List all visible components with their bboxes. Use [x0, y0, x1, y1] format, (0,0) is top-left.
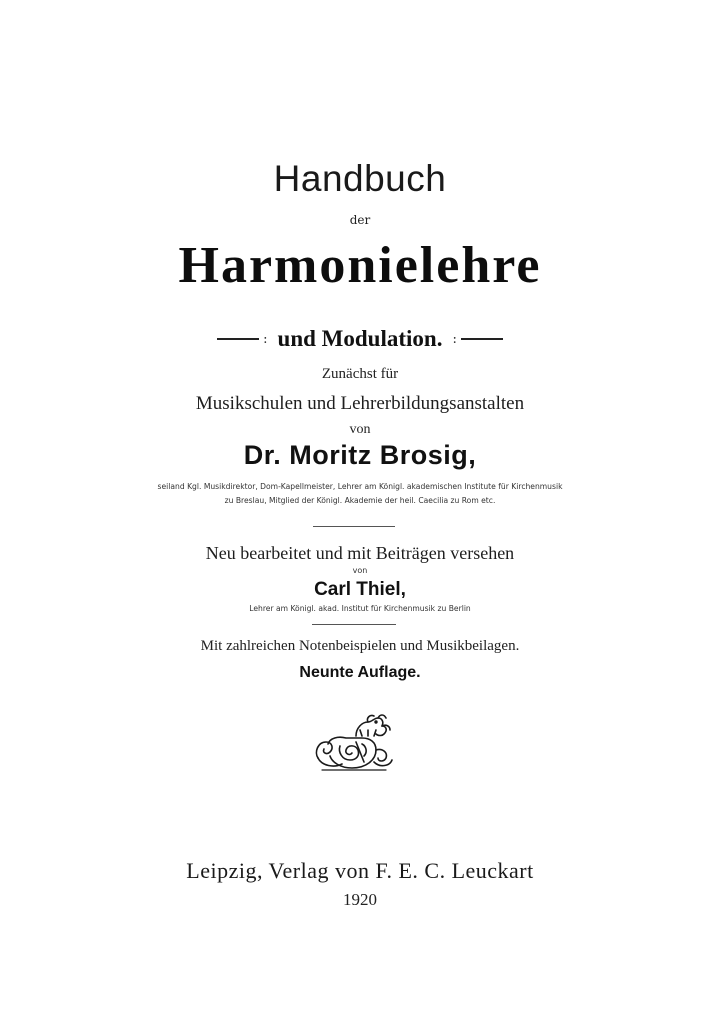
- von-editor: von: [352, 566, 368, 575]
- examples-note: Mit zahlreichen Notenbeispielen und Musikbeilagen.: [200, 638, 520, 654]
- divider-rule: [312, 624, 396, 625]
- author-description-line2: zu Breslau, Mitglied der Königl. Akademie der heil. Caecilia zu Rom etc.: [224, 496, 496, 505]
- title-handbuch: Handbuch: [273, 158, 447, 199]
- publication-year: 1920: [343, 890, 377, 909]
- left-ornament-dash: [217, 338, 259, 340]
- subtitle-row: [0, 325, 720, 353]
- von-author: von: [349, 422, 371, 437]
- author-description-line1: seiland Kgl. Musikdirektor, Dom-Kapellmeister, Lehrer am Königl. akademischen Institute für Kirchenmusik: [157, 482, 563, 491]
- publisher-lion-emblem-icon: [312, 712, 396, 772]
- editor-description: Lehrer am Königl. akad. Institut für Kirchenmusik zu Berlin: [249, 604, 471, 613]
- publisher-line: Leipzig, Verlag von F. E. C. Leuckart: [186, 858, 534, 883]
- editor-name: Carl Thiel,: [314, 579, 406, 600]
- author-name: Dr. Moritz Brosig,: [243, 440, 477, 470]
- audience-text: Musikschulen und Lehrerbildungsanstalten: [195, 393, 525, 414]
- right-ornament-colon: :: [452, 331, 457, 347]
- title-der: der: [349, 213, 371, 227]
- edition-note: Neu bearbeitet und mit Beiträgen versehen: [205, 543, 515, 563]
- right-ornament-dash: [461, 338, 503, 340]
- divider-rule: [313, 526, 395, 527]
- left-ornament-colon: :: [263, 331, 268, 347]
- subtitle: und Modulation.: [277, 326, 443, 351]
- edition-number: Neunte Auflage.: [299, 664, 421, 681]
- zunaechst-text: Zunächst für: [321, 366, 399, 382]
- main-title: Harmonielehre: [178, 237, 542, 294]
